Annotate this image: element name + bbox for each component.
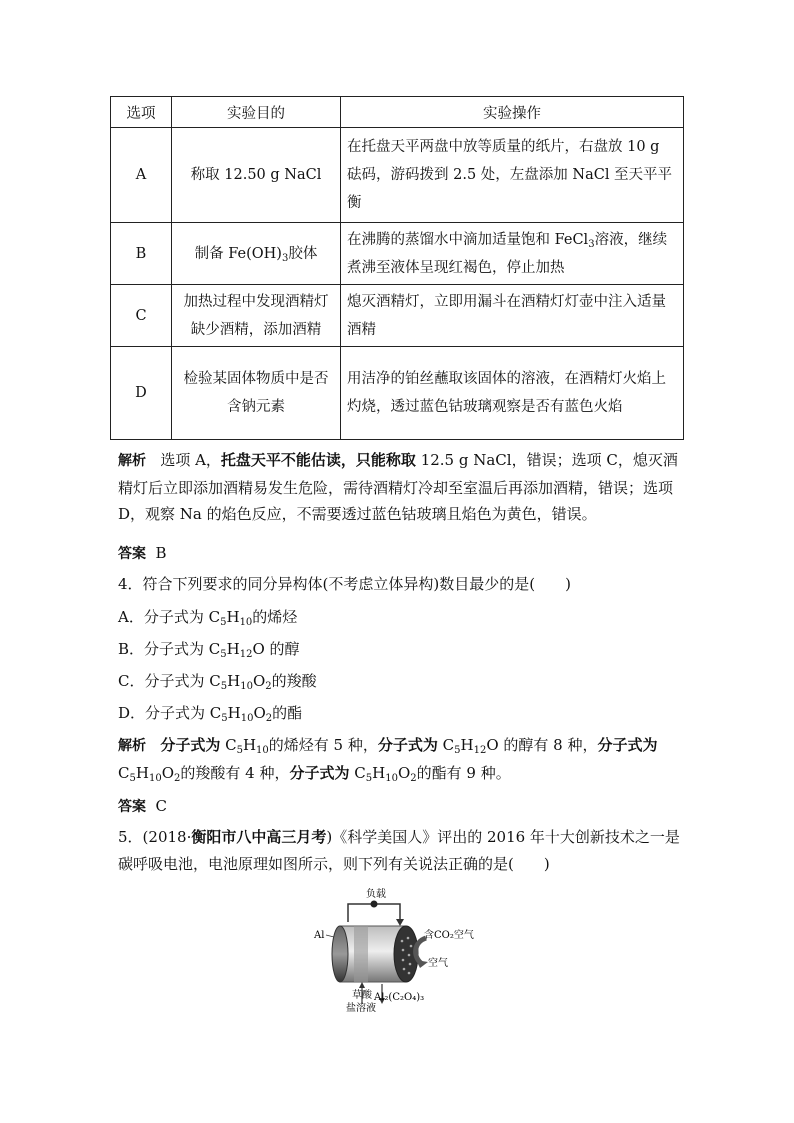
q3-answer bbox=[118, 540, 684, 568]
air-flow bbox=[416, 938, 426, 964]
row-option: C bbox=[111, 285, 172, 347]
analysis-bold: 托盘天平不能估读，只能称取 bbox=[220, 451, 416, 469]
goal-subscript: 3 bbox=[281, 252, 289, 264]
option-text: D．分子式为 C bbox=[118, 704, 222, 722]
row-operation bbox=[341, 223, 684, 285]
table-row bbox=[111, 285, 684, 347]
q4-option-a: A．分子式为 $C_5H_{10}$的烯烃 bbox=[118, 608, 298, 628]
analysis-text: 的酯有 9 种。 bbox=[416, 763, 511, 782]
answer-value: C bbox=[155, 797, 168, 815]
analysis-bold: 分子式为 bbox=[160, 736, 221, 754]
row-operation: 在托盘天平两盘中放等质量的纸片，右盘放 10 g 砝码，游码拨到 2.5 处，左盘添加 NaCl 至天平平衡 bbox=[341, 128, 684, 223]
load-dot bbox=[371, 901, 378, 908]
row-option: A bbox=[111, 128, 172, 223]
goal-text: 胶体 bbox=[288, 245, 318, 262]
row-goal: 检验某固体物质中是否含钠元素 bbox=[172, 347, 341, 440]
air-label: 空气 bbox=[428, 958, 448, 969]
analysis-bold: 分子式为 bbox=[377, 736, 438, 754]
q3-analysis bbox=[118, 447, 684, 528]
header-option: 选项 bbox=[111, 97, 172, 128]
table-row bbox=[111, 128, 684, 223]
load-label: 负载 bbox=[366, 889, 386, 900]
experiment-table bbox=[110, 96, 684, 440]
analysis-text: 的羧酸有 4 种， bbox=[180, 763, 290, 782]
product-label: Al₂(C₂O₄)₃ bbox=[374, 992, 425, 1003]
goal-text: 制备 Fe(OH) bbox=[194, 245, 282, 262]
option-suffix: 的羧酸 bbox=[271, 672, 317, 690]
header-operation: 实验操作 bbox=[341, 97, 684, 128]
q4-stem: 4．符合下列要求的同分异构体(不考虑立体异构)数目最少的是( ) bbox=[118, 575, 571, 593]
row-goal: 加热过程中发现酒精灯缺少酒精，添加酒精 bbox=[172, 285, 341, 347]
option-suffix: 的烯烃 bbox=[252, 608, 298, 626]
battery-diagram bbox=[310, 886, 480, 1016]
header-goal: 实验目的 bbox=[172, 97, 341, 128]
table-row bbox=[111, 223, 684, 285]
op-text: 溶液，继续煮沸至液体呈现红褐色，停止加热 bbox=[347, 231, 668, 276]
row-operation: 用洁净的铂丝蘸取该固体的溶液，在酒精灯火焰上灼烧，透过蓝色钴玻璃观察是否有蓝色火焰 bbox=[341, 347, 684, 440]
analysis-text: O 的醇有 8 种， bbox=[486, 736, 598, 754]
separator bbox=[354, 926, 368, 982]
op-subscript: 3 bbox=[588, 238, 595, 250]
analysis-text: 12.5 g NaCl，错误；选项 C，熄灭酒精灯后立即添加酒精易发生危险，需待酒精灯冷却至室温后再添加酒精，错误；选项 D，观察 Na 的焰色反应，不需要透过蓝色钴玻璃且焰色为黄色，错误。 bbox=[118, 451, 678, 523]
q4-option-b: B．分子式为 $C_5H_{12}O$ 的醇 bbox=[118, 640, 300, 660]
stem-text: )《科学美国人》评出的 2016 年十大创新技术之一是碳呼吸电池，电池原理如图所示，则下列有关说法正确的是( ) bbox=[118, 828, 680, 873]
air-flow-head bbox=[416, 960, 428, 968]
option-text: A．分子式为 C bbox=[118, 608, 221, 626]
al-electrode bbox=[332, 926, 348, 982]
analysis-bold: 分子式为 bbox=[597, 736, 658, 754]
option-suffix: O 的醇 bbox=[252, 640, 300, 658]
salt-label: 盐溶液 bbox=[346, 1003, 376, 1014]
row-goal: 称取 12.50 g NaCl bbox=[172, 128, 341, 223]
row-option: D bbox=[111, 347, 172, 440]
stem-text: 5．(2018· bbox=[118, 828, 192, 846]
co2-air-label: 含CO₂空气 bbox=[424, 930, 474, 941]
q4-option-c: C．分子式为 $C_5H_{10}O_2$的羧酸 bbox=[118, 672, 317, 692]
analysis-text: 的烯烃有 5 种， bbox=[268, 736, 378, 754]
op-text: 在沸腾的蒸馏水中滴加适量饱和 FeCl bbox=[347, 231, 589, 248]
table-header-row bbox=[111, 97, 684, 128]
analysis-label: 解析 bbox=[118, 453, 146, 469]
row-option: B bbox=[111, 223, 172, 285]
q4-analysis: 解析 分子式为 $C_5H_{10}$的烯烃有 5 种，分子式为 $C_5H_{12}O$ 的醇有 8 种，分子式为 $C_5H_{10}O_2$的羧酸有 4 种，分子式为 $C_5H_{10}O_2$的酯有 9 种。 bbox=[118, 736, 658, 784]
answer-label: 答案 bbox=[118, 546, 146, 562]
option-text: B．分子式为 C bbox=[118, 640, 221, 658]
oxalic-label: 草酸 bbox=[352, 990, 372, 1001]
wire-arrow bbox=[396, 919, 404, 926]
answer-label: 答案 bbox=[118, 799, 146, 815]
analysis-label: 解析 bbox=[118, 738, 146, 754]
oxalic-arrow bbox=[359, 982, 365, 988]
row-operation: 熄灭酒精灯，立即用漏斗在酒精灯灯壶中注入适量酒精 bbox=[341, 285, 684, 347]
al-label: Al bbox=[314, 930, 325, 941]
table-row bbox=[111, 347, 684, 440]
answer-value: B bbox=[155, 544, 167, 562]
q4-answer bbox=[118, 793, 684, 821]
q5-stem bbox=[118, 824, 684, 877]
q4-option-d: D．分子式为 $C_5H_{10}O_2$的酯 bbox=[118, 704, 303, 724]
stem-source: 衡阳市八中高三月考 bbox=[191, 828, 327, 846]
analysis-text: 选项 A， bbox=[160, 451, 221, 469]
analysis-bold: 分子式为 bbox=[289, 763, 350, 782]
option-suffix: 的酯 bbox=[272, 704, 303, 722]
row-goal bbox=[172, 223, 341, 285]
option-text: C．分子式为 C bbox=[118, 672, 221, 690]
battery-svg bbox=[310, 886, 480, 1016]
